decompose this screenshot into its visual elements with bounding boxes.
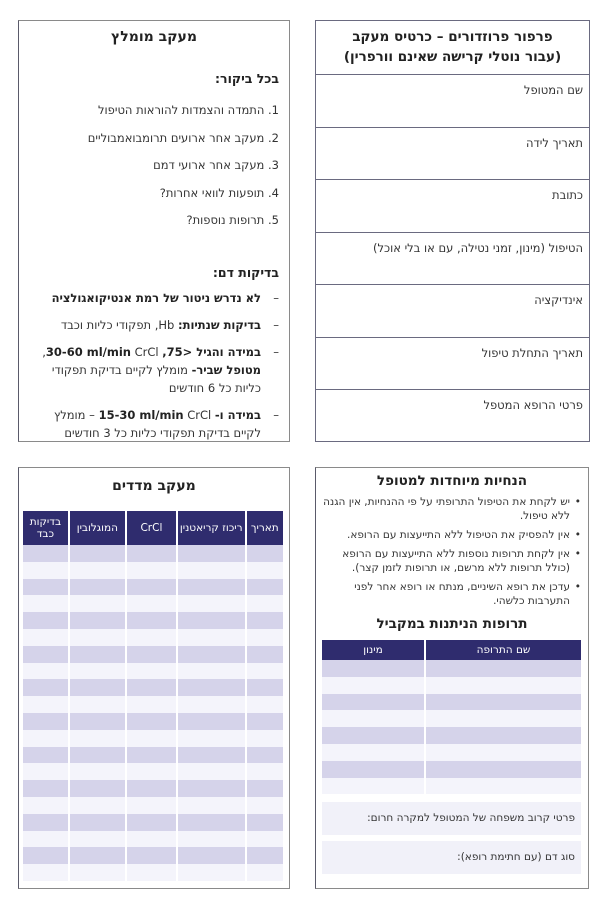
params-table-cell[interactable]: [125, 797, 176, 814]
params-table-cell[interactable]: [125, 847, 176, 864]
params-table-cell[interactable]: [245, 847, 283, 864]
blood-test-bold: במידה ו-: [214, 407, 261, 422]
drugs-table-cell[interactable]: [424, 660, 581, 677]
field-label: הטיפול (מינון, זמני נטילה, עם או בלי אוכל): [372, 240, 583, 255]
params-table-cell[interactable]: [23, 814, 68, 831]
params-table-body: [23, 545, 283, 881]
params-table-cell[interactable]: [245, 864, 283, 881]
params-table-cell[interactable]: [23, 780, 68, 797]
params-table-cell[interactable]: [245, 713, 283, 730]
params-table-cell[interactable]: [23, 831, 68, 848]
instruction-item: • אין לקחת תרופות נוספות ללא התייעצות עם הרופא (כולל תרופות ללא מרשם, או תרופות לזמן קצר).: [320, 547, 582, 575]
instructions-card-title: הנחיות מיוחדות למטופל: [376, 473, 528, 489]
params-table-cell[interactable]: [23, 595, 68, 612]
params-table-row: [23, 814, 283, 831]
blood-test-text: ,: [42, 344, 46, 359]
col-header-dosage: מינון: [322, 640, 424, 660]
params-table-cell[interactable]: [176, 747, 245, 764]
patient-card: [315, 20, 590, 442]
params-table-row: [23, 579, 283, 596]
drugs-table-row: [322, 677, 581, 694]
blood-type-label: סוג דם (עם חתימת רופא):: [457, 851, 575, 864]
params-card: [18, 467, 290, 889]
params-table-cell[interactable]: [245, 696, 283, 713]
params-table-row: [23, 679, 283, 696]
drugs-table-cell[interactable]: [322, 727, 424, 744]
visit-item: 2. מעקב אחר ארועים תרומבואמבוליים: [87, 130, 279, 145]
blood-test-bold: 30-60 ml/min: [45, 344, 131, 359]
drugs-table-cell[interactable]: [424, 761, 581, 778]
params-table-cell[interactable]: [245, 763, 283, 780]
field-treatment-start-date[interactable]: [316, 338, 589, 391]
drugs-table-row: [322, 710, 581, 727]
params-table-cell[interactable]: [68, 545, 125, 562]
blood-test-item: [27, 343, 279, 397]
params-table-cell[interactable]: [125, 612, 176, 629]
field-label: אינדיקציה: [534, 293, 583, 307]
emergency-contact-label: פרטי קרוב משפחה של המטופל למקרה חרום:: [367, 812, 575, 825]
params-table-row: [23, 595, 283, 612]
params-table-cell[interactable]: [23, 696, 68, 713]
visit-heading: בכל ביקור:: [215, 71, 279, 86]
params-table-cell[interactable]: [245, 730, 283, 747]
col-header-crcl: CrCl: [125, 511, 176, 545]
params-table-cell[interactable]: [68, 831, 125, 848]
params-table-cell[interactable]: [176, 797, 245, 814]
blood-test-item: [27, 289, 279, 307]
params-table-row: [23, 612, 283, 629]
visit-item: 1. התמדה והצמדות להוראות הטיפול: [98, 103, 279, 117]
params-table-row: [23, 646, 283, 663]
params-table-cell[interactable]: [23, 663, 68, 680]
params-table-cell[interactable]: [176, 780, 245, 797]
params-table-cell[interactable]: [125, 831, 176, 848]
params-table-cell[interactable]: [125, 646, 176, 663]
params-table-cell[interactable]: [23, 797, 68, 814]
drugs-table-header: [322, 640, 581, 660]
blood-test-text: מומלץ לקיים בדיקת תפקודי כליות כל 6 חודשים: [51, 362, 261, 395]
params-table-cell[interactable]: [176, 595, 245, 612]
params-table-cell[interactable]: [176, 679, 245, 696]
drugs-table-cell[interactable]: [424, 677, 581, 694]
col-header-date: תאריך: [245, 511, 283, 545]
visit-list: [19, 97, 289, 235]
params-table-cell[interactable]: [23, 679, 68, 696]
field-patient-name[interactable]: [316, 75, 589, 128]
patient-card-title: [316, 21, 589, 75]
params-table: [23, 511, 283, 881]
drugs-table-cell[interactable]: [322, 710, 424, 727]
drugs-table-row: [322, 727, 581, 744]
params-table-cell[interactable]: [245, 545, 283, 562]
params-table-cell[interactable]: [23, 612, 68, 629]
field-label: כתובת: [552, 188, 583, 202]
field-birth-date[interactable]: [316, 128, 589, 181]
params-table-cell[interactable]: [176, 545, 245, 562]
instruction-item: • עדכן את רופא השיניים, מנתח או רופא אחר לפני התערבות כלשהי.: [320, 580, 582, 608]
params-table-cell[interactable]: [245, 612, 283, 629]
drugs-table-body: [322, 660, 581, 794]
params-table-row: [23, 780, 283, 797]
drugs-table-row: [322, 778, 581, 795]
field-physician-details[interactable]: [316, 390, 589, 443]
params-card-title: מעקב מדדים: [112, 478, 196, 494]
params-table-cell[interactable]: [23, 713, 68, 730]
params-table-row: [23, 747, 283, 764]
blood-test-bold: במידה והגיל <75,: [162, 344, 261, 359]
params-table-cell[interactable]: [68, 730, 125, 747]
params-table-cell[interactable]: [68, 663, 125, 680]
drugs-table-cell[interactable]: [424, 744, 581, 761]
blood-test-text: – מומלץ לקיים בדיקת תפקודי כליות כל 3 חודשים: [54, 407, 261, 440]
params-table-cell[interactable]: [176, 864, 245, 881]
followup-card-title: מעקב מומלץ: [111, 29, 197, 45]
params-table-cell[interactable]: [176, 763, 245, 780]
params-table-cell[interactable]: [125, 629, 176, 646]
params-table-cell[interactable]: [68, 814, 125, 831]
params-table-cell[interactable]: [23, 763, 68, 780]
params-table-cell[interactable]: [176, 696, 245, 713]
params-table-cell[interactable]: [125, 663, 176, 680]
params-table-cell[interactable]: [68, 612, 125, 629]
params-table-cell[interactable]: [68, 579, 125, 596]
params-table-cell[interactable]: [68, 595, 125, 612]
field-address[interactable]: [316, 180, 589, 233]
params-table-cell[interactable]: [245, 797, 283, 814]
drugs-table-cell[interactable]: [322, 694, 424, 711]
blood-test-bold: לא נדרש ניטור של רמת אנטיקואגולציה: [51, 290, 261, 305]
blood-test-text: Hb, תפקודי כליות וכבד: [60, 317, 178, 332]
params-table-cell[interactable]: [125, 780, 176, 797]
drugs-table: [322, 640, 581, 794]
drugs-table-cell[interactable]: [424, 727, 581, 744]
params-table-cell[interactable]: [68, 629, 125, 646]
params-table-row: [23, 864, 283, 881]
params-table-cell[interactable]: [125, 545, 176, 562]
params-table-cell[interactable]: [176, 562, 245, 579]
drugs-table-cell[interactable]: [322, 744, 424, 761]
field-indication[interactable]: [316, 285, 589, 338]
params-table-cell[interactable]: [245, 595, 283, 612]
params-table-cell[interactable]: [23, 579, 68, 596]
drugs-table-cell[interactable]: [322, 677, 424, 694]
col-header-drug-name: שם התרופה: [424, 640, 581, 660]
drugs-table-row: [322, 761, 581, 778]
patient-card-title-line2: (עבור נוטלי קרישה שאינם וורפרין): [343, 49, 562, 65]
field-label: תאריך התחלת טיפול: [481, 345, 583, 360]
params-table-cell[interactable]: [23, 646, 68, 663]
blood-test-bold: 15-30 ml/min: [98, 407, 184, 422]
params-table-cell[interactable]: [125, 713, 176, 730]
instructions-list: [316, 495, 588, 608]
params-table-cell[interactable]: [245, 646, 283, 663]
params-table-cell[interactable]: [125, 562, 176, 579]
params-table-cell[interactable]: [125, 595, 176, 612]
params-table-cell[interactable]: [245, 629, 283, 646]
params-table-cell[interactable]: [125, 814, 176, 831]
params-table-cell[interactable]: [176, 629, 245, 646]
params-table-row: [23, 663, 283, 680]
params-table-cell[interactable]: [125, 747, 176, 764]
params-table-cell[interactable]: [176, 730, 245, 747]
drugs-table-row: [322, 744, 581, 761]
drugs-table-cell[interactable]: [322, 660, 424, 677]
emergency-contact-field[interactable]: [322, 802, 581, 835]
params-table-cell[interactable]: [68, 797, 125, 814]
params-table-row: [23, 713, 283, 730]
drugs-table-cell[interactable]: [424, 694, 581, 711]
params-table-row: [23, 545, 283, 562]
blood-type-field[interactable]: [322, 841, 581, 874]
params-table-cell[interactable]: [68, 696, 125, 713]
params-table-cell[interactable]: [245, 579, 283, 596]
params-table-cell[interactable]: [245, 814, 283, 831]
params-table-cell[interactable]: [245, 831, 283, 848]
params-table-row: [23, 730, 283, 747]
instruction-item: • אין להפסיק את הטיפול ללא התייעצות עם הרופא.: [320, 528, 582, 542]
params-table-cell[interactable]: [245, 679, 283, 696]
params-table-cell[interactable]: [176, 831, 245, 848]
params-table-cell[interactable]: [125, 730, 176, 747]
params-table-cell[interactable]: [245, 780, 283, 797]
field-label: שם המטופל: [523, 83, 583, 97]
visit-item: 5. תרופות נוספות?: [186, 213, 279, 227]
blood-test-item: [27, 316, 279, 334]
instruction-item: • יש לקחת את הטיפול התרופתי על פי ההנחיות, אין הגנה ללא טיפול.: [320, 495, 582, 523]
params-table-cell[interactable]: [125, 679, 176, 696]
blood-test-text: CrCl: [130, 344, 163, 359]
followup-card: [18, 20, 290, 442]
params-table-cell[interactable]: [245, 747, 283, 764]
col-header-hemoglobin: המוגלובין: [68, 511, 125, 545]
params-table-cell[interactable]: [125, 579, 176, 596]
params-table-cell[interactable]: [176, 847, 245, 864]
visit-item: 3. מעקב אחר ארועי דמם: [153, 158, 279, 172]
params-table-cell[interactable]: [23, 730, 68, 747]
params-table-cell[interactable]: [23, 864, 68, 881]
drugs-table-cell[interactable]: [424, 710, 581, 727]
blood-tests-list: [19, 289, 289, 442]
drugs-table-row: [322, 694, 581, 711]
params-table-cell[interactable]: [23, 747, 68, 764]
blood-tests-heading: בדיקות דם:: [212, 264, 279, 280]
params-table-cell[interactable]: [68, 763, 125, 780]
blood-test-item: [27, 406, 279, 442]
params-table-row: [23, 763, 283, 780]
params-table-cell[interactable]: [68, 864, 125, 881]
params-table-cell[interactable]: [176, 579, 245, 596]
instructions-card: [315, 467, 589, 889]
params-table-row: [23, 831, 283, 848]
params-table-cell[interactable]: [125, 696, 176, 713]
params-table-header: [23, 511, 283, 545]
params-table-cell[interactable]: [125, 864, 176, 881]
blood-test-text: CrCl: [183, 407, 215, 422]
params-table-cell[interactable]: [68, 646, 125, 663]
params-table-row: [23, 562, 283, 579]
params-table-row: [23, 629, 283, 646]
drugs-table-cell[interactable]: [322, 761, 424, 778]
visit-item: 4. תופעות לוואי אחרות?: [159, 185, 279, 200]
params-table-cell[interactable]: [23, 562, 68, 579]
col-header-liver-tests: בדיקות כבד: [23, 511, 68, 545]
params-table-cell[interactable]: [176, 713, 245, 730]
params-table-cell[interactable]: [245, 562, 283, 579]
field-label: תאריך לידה: [525, 135, 583, 150]
params-table-cell[interactable]: [68, 847, 125, 864]
col-header-creatinine: ריכוז קריאטנין: [176, 511, 245, 545]
params-table-cell[interactable]: [23, 545, 68, 562]
drugs-table-cell[interactable]: [322, 778, 424, 795]
params-table-cell[interactable]: [68, 747, 125, 764]
params-table-cell[interactable]: [176, 814, 245, 831]
blood-test-bold: בדיקות שנתיות:: [177, 317, 261, 332]
field-treatment[interactable]: [316, 233, 589, 286]
params-table-cell[interactable]: [176, 663, 245, 680]
drugs-table-row: [322, 660, 581, 677]
patient-card-title-line1: פרפור פרוזדורים – כרטיס מעקב: [352, 29, 553, 45]
field-label: פרטי הרופא המטפל: [483, 398, 583, 412]
params-table-cell[interactable]: [68, 562, 125, 579]
params-table-cell[interactable]: [68, 679, 125, 696]
params-table-cell[interactable]: [176, 612, 245, 629]
params-table-cell[interactable]: [245, 663, 283, 680]
params-table-cell[interactable]: [125, 763, 176, 780]
params-table-cell[interactable]: [23, 629, 68, 646]
params-table-cell[interactable]: [176, 646, 245, 663]
params-table-row: [23, 847, 283, 864]
blood-test-bold: מטופל שביר-: [191, 362, 261, 377]
params-table-cell[interactable]: [68, 713, 125, 730]
drugs-table-cell[interactable]: [424, 778, 581, 795]
params-table-row: [23, 696, 283, 713]
concomitant-drugs-title: תרופות הניתנות במקביל: [376, 616, 528, 632]
params-table-cell[interactable]: [23, 847, 68, 864]
params-table-cell[interactable]: [68, 780, 125, 797]
params-table-row: [23, 797, 283, 814]
